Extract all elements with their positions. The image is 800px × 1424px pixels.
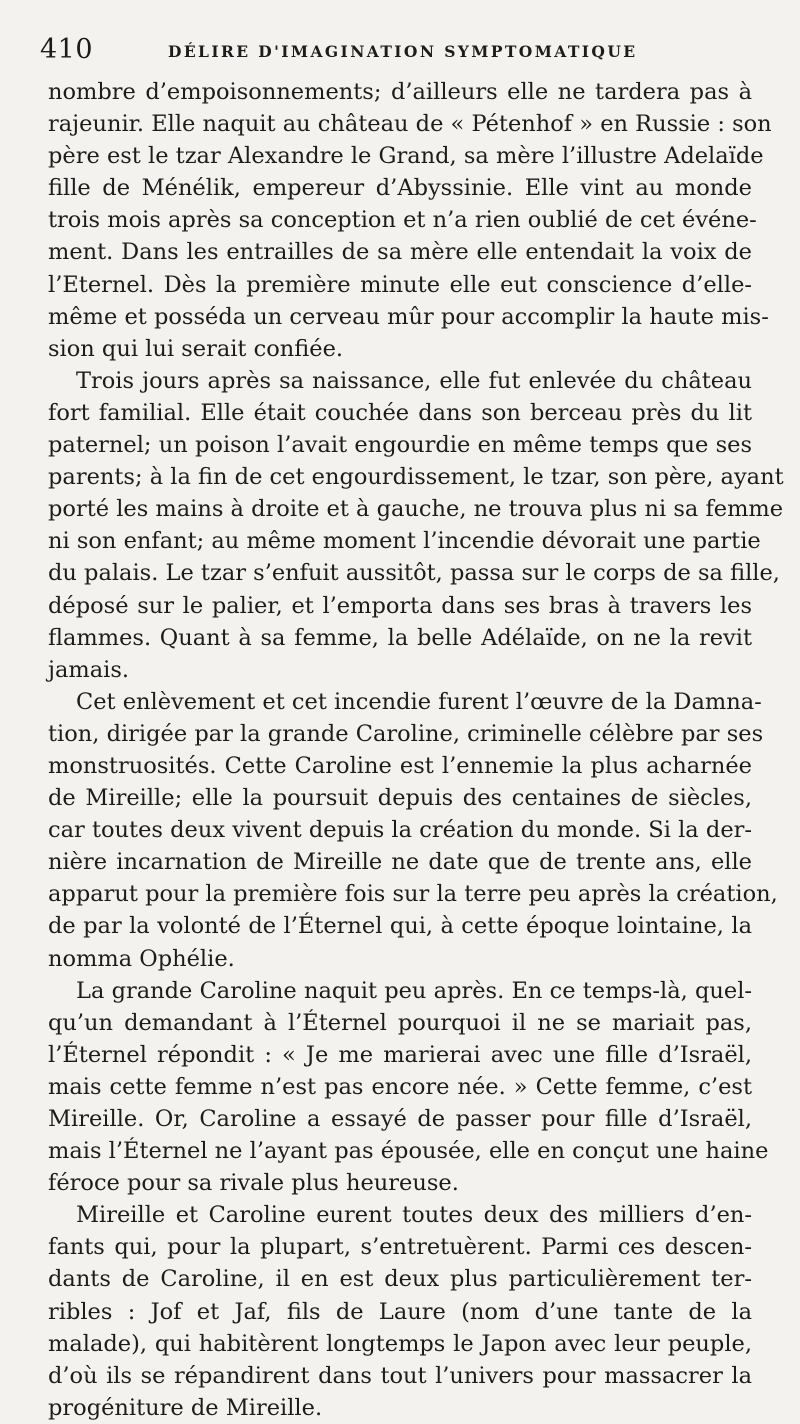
text-line: mais cette femme n’est pas encore née. » Cette femme, c’est [48, 1073, 752, 1100]
text-line: nombre d’empoisonnements; d’ailleurs elle ne tardera pas à [48, 79, 752, 105]
text-line: d’où ils se répandirent dans tout l’univers pour massacrer la [48, 1362, 752, 1389]
text-line: porté les mains à droite et à gauche, ne trouva plus ni sa femme [48, 496, 784, 523]
text-line: Mireille et Caroline eurent toutes deux des milliers d’en- [76, 1202, 752, 1229]
text-line: jamais. [48, 656, 130, 683]
text-line: de Mireille; elle la poursuit depuis des centaines de siècles, [48, 785, 752, 812]
text-line: fort familial. Elle était couchée dans son berceau près du lit [48, 399, 752, 426]
page-number: 410 [40, 34, 94, 65]
text-line: car toutes deux vivent depuis la création du monde. Si la der- [48, 817, 752, 844]
text-line: monstruosités. Cette Caroline est l’ennemie la plus acharnée [48, 752, 752, 779]
text-line: nomma Ophélie. [48, 945, 235, 972]
text-line: même et posséda un cerveau mûr pour accomplir la haute mis- [48, 303, 769, 330]
text-line: féroce pour sa rivale plus heureuse. [48, 1170, 459, 1197]
text-line: sion qui lui serait confiée. [48, 335, 344, 362]
text-line: flammes. Quant à sa femme, la belle Adélaïde, on ne la revit [48, 624, 752, 651]
text-line: fants qui, pour la plupart, s’entretuèrent. Parmi ces descen- [48, 1234, 752, 1261]
text-line: ni son enfant; au même moment l’incendie dévorait une partie [48, 528, 761, 555]
text-line: tion, dirigée par la grande Caroline, criminelle célèbre par ses [48, 720, 764, 747]
text-line: mais l’Éternel ne l’ayant pas épousée, elle en conçut une haine [48, 1138, 769, 1165]
text-line: du palais. Le tzar s’enfuit aussitôt, passa sur le corps de sa fille, [48, 560, 780, 587]
page-header [40, 34, 748, 74]
text-line: ribles : Jof et Jaf, fils de Laure (nom d’une tante de la [48, 1298, 752, 1325]
text-line: déposé sur le palier, et l’emporta dans ses bras à travers les [48, 592, 752, 619]
text-line: paternel; un poison l’avait engourdie en même temps que ses [48, 432, 752, 459]
text-line: l’Éternel répondit : « Je me marierai avec une fille d’Israël, [48, 1041, 752, 1068]
text-line: père est le tzar Alexandre le Grand, sa mère l’illustre Adelaïde [48, 143, 764, 170]
text-line: l’Eternel. Dès la première minute elle eut conscience d’elle- [48, 271, 752, 298]
text-line: apparut pour la première fois sur la terre peu après la création, [48, 881, 778, 908]
running-title: DÉLIRE D'IMAGINATION SYMPTOMATIQUE [168, 42, 638, 61]
text-line: Cet enlèvement et cet incendie furent l’œuvre de la Damna- [76, 688, 762, 715]
text-line: parents; à la fin de cet engourdissement, le tzar, son père, ayant [48, 464, 784, 491]
text-line: trois mois après sa conception et n’a rien oublié de cet événe- [48, 207, 757, 234]
text-line: rajeunir. Elle naquit au château de « Pétenhof » en Russie : son [48, 111, 772, 138]
text-line: Mireille. Or, Caroline a essayé de passer pour fille d’Israël, [48, 1106, 752, 1132]
body-text [48, 76, 784, 1424]
text-line: nière incarnation de Mireille ne date que de trente ans, elle [48, 849, 752, 876]
text-line: dants de Caroline, il en est deux plus particulièrement ter- [48, 1266, 752, 1293]
text-line: qu’un demandant à l’Éternel pourquoi il ne se mariait pas, [48, 1009, 752, 1036]
text-line: malade), qui habitèrent longtemps le Japon avec leur peuple, [48, 1330, 752, 1357]
text-line: ment. Dans les entrailles de sa mère elle entendait la voix de [48, 239, 752, 266]
text-line: progéniture de Mireille. [48, 1394, 323, 1421]
text-line: fille de Ménélik, empereur d’Abyssinie. Elle vint au monde [48, 175, 752, 202]
text-line: de par la volonté de l’Éternel qui, à cette époque lointaine, la [48, 913, 752, 940]
text-line: La grande Caroline naquit peu après. En ce temps-là, quel- [76, 977, 752, 1004]
text-line: Trois jours après sa naissance, elle fut enlevée du château [76, 367, 752, 394]
